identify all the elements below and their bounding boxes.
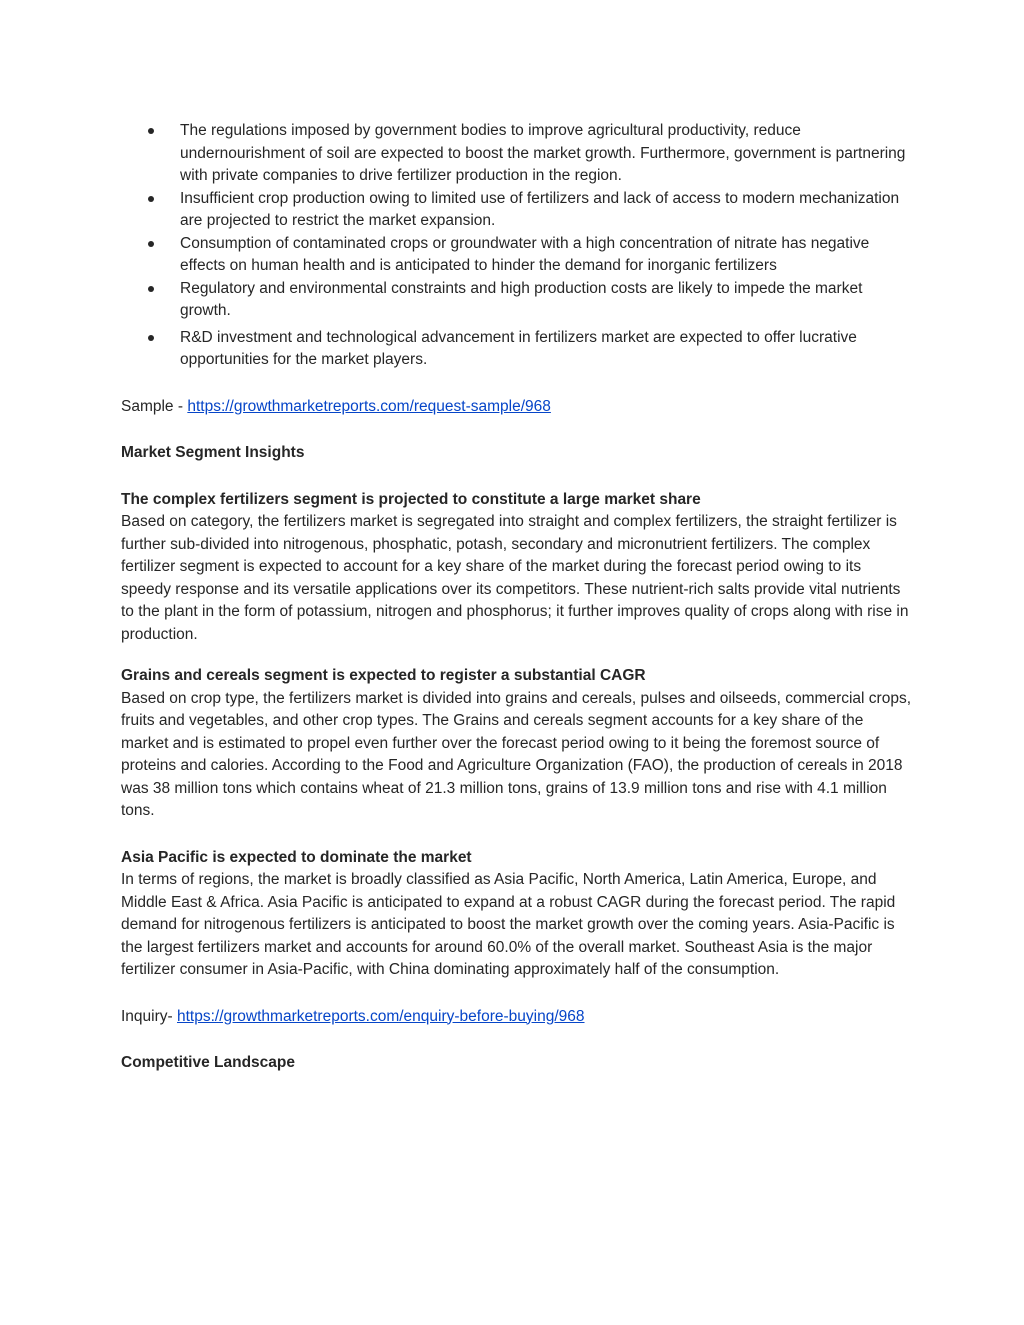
bullet-text: Insufficient crop production owing to limited use of fertilizers and lack of access to modern mechanization are projected to restrict the market expansion.	[180, 189, 900, 229]
market-segment-heading: Market Segment Insights	[121, 444, 305, 461]
section-body-grains-cereals: Based on crop type, the fertilizers market is divided into grains and cereals, pulses and oilseeds, commercial crops, fruits and vegetables, and other crop types. The Grains and cereals segment accounts for a key share of the market and is estimated to propel even further over the forecast period owing to it being the foremost source of proteins and calories. According to the Food and Agriculture Organization (FAO), the production of cereals in 2018 was 38 million tons which contains wheat of 21.3 million tons, grains of 13.9 million tons and rise with 4.1 million tons.	[121, 689, 912, 819]
bullet-dot-icon	[148, 241, 154, 247]
document-page	[121, 120, 911, 1075]
section-heading-complex-fertilizers: The complex fertilizers segment is projected to constitute a large market share	[121, 490, 701, 508]
bullet-dot-icon	[148, 196, 154, 202]
bullet-dot-icon	[148, 286, 154, 292]
section-heading-asia-pacific: Asia Pacific is expected to dominate the market	[121, 848, 472, 866]
bullet-dot-icon	[148, 128, 154, 134]
sample-link[interactable]: https://growthmarketreports.com/request-sample/968	[187, 397, 551, 415]
inquiry-line	[121, 1006, 911, 1029]
section-body-complex-fertilizers: Based on category, the fertilizers market is segregated into straight and complex fertilizers, the straight fertilizer is further sub-divided into nitrogenous, phosphatic, potash, secondary and micronutrient fertilizers. The complex fertilizer segment is expected to account for a key share of the market during the forecast period owing to its speedy response and its versatile applications over its competitors. These nutrient-rich salts provide vital nutrients to the plant in the form of potassium, nitrogen and phosphorus; it further improves quality of crops along with rise in production.	[121, 513, 909, 643]
bullet-item	[121, 188, 911, 233]
section-heading-grains-cereals: Grains and cereals segment is expected to register a substantial CAGR	[121, 667, 646, 684]
bullet-text: R&D investment and technological advancement in fertilizers market are expected to offer lucrative opportunities for the market players.	[180, 328, 857, 368]
sample-label: Sample -	[121, 397, 188, 415]
bullet-item	[121, 278, 911, 323]
inquiry-label: Inquiry-	[121, 1007, 177, 1025]
inquiry-link[interactable]: https://growthmarketreports.com/enquiry-before-buying/968	[177, 1007, 585, 1025]
bullet-text: Regulatory and environmental constraints and high production costs are likely to impede the market growth.	[180, 279, 863, 319]
bullet-text: The regulations imposed by government bodies to improve agricultural productivity, reduce undernourishment of soil are expected to boost the market growth. Furthermore, government is partnering with private companies to drive fertilizer production in the region.	[180, 122, 906, 184]
sample-line	[121, 396, 911, 419]
bullet-item	[121, 327, 911, 372]
competitive-landscape-heading: Competitive Landscape	[121, 1054, 295, 1071]
section-body-asia-pacific: In terms of regions, the market is broadly classified as Asia Pacific, North America, Latin America, Europe, and Middle East & Africa. Asia Pacific is anticipated to expand at a robust CAGR during the forecast period. The rapid demand for nitrogenous fertilizers is anticipated to boost the market growth over the coming years. Asia-Pacific is the largest fertilizers market and accounts for around 60.0% of the overall market. Southeast Asia is the major fertilizer consumer in Asia-Pacific, with China dominating approximately half of the consumption.	[121, 871, 896, 978]
bullet-list	[121, 120, 911, 372]
bullet-text: Consumption of contaminated crops or groundwater with a high concentration of nitrate has negative effects on human health and is anticipated to hinder the demand for inorganic fertilizers	[180, 234, 870, 274]
bullet-item	[121, 233, 911, 278]
bullet-item	[121, 120, 911, 188]
bullet-dot-icon	[148, 335, 154, 341]
